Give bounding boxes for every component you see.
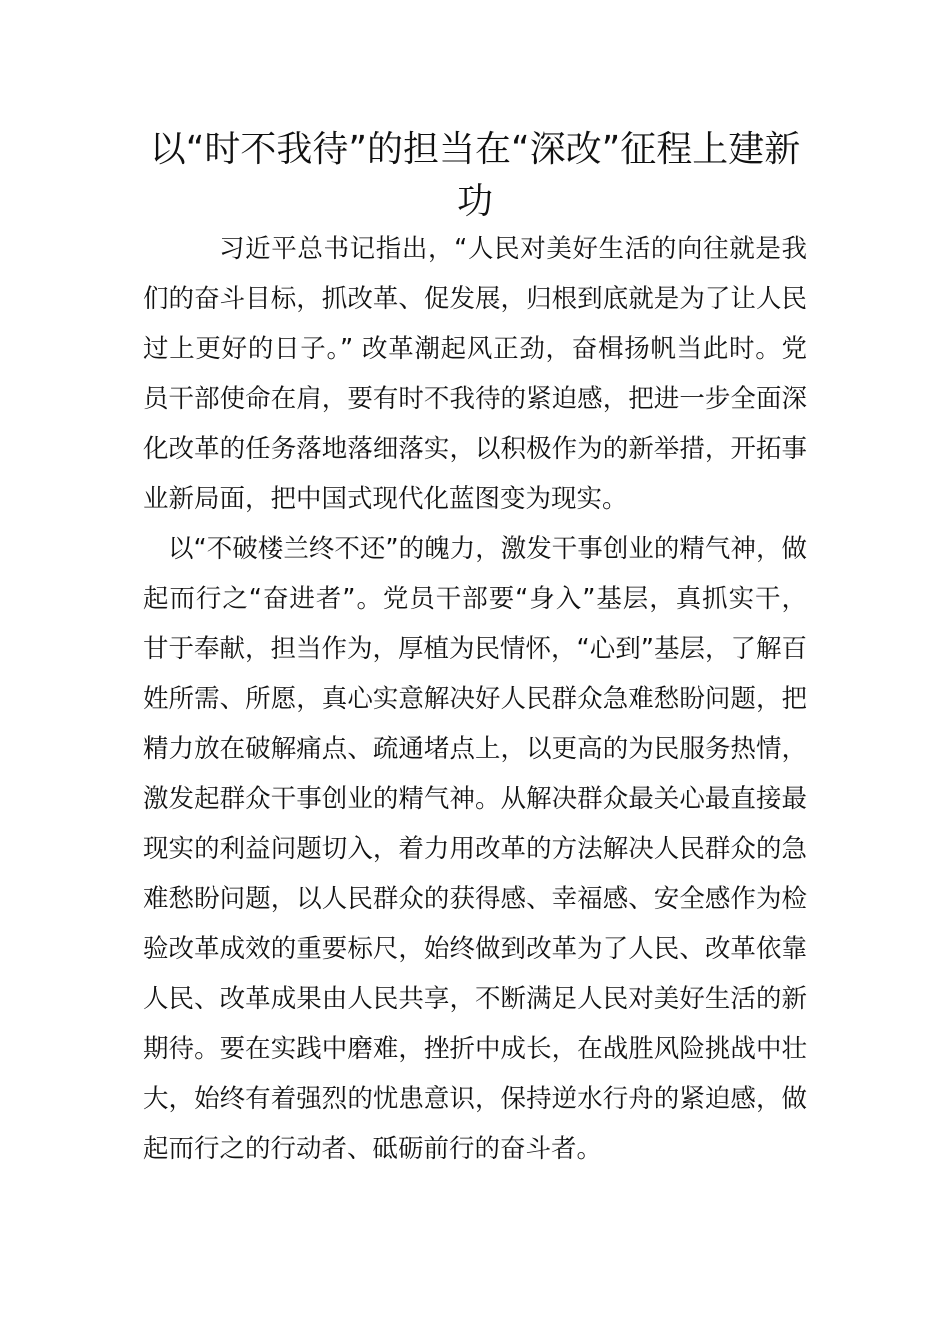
document-title: 以“时不我待”的担当在“深改”征程上建新功 <box>149 129 801 222</box>
paragraph-1: 习近平总书记指出，“人民对美好生活的向往就是我们的奋斗目标，抓改革、促发展，归根到底就是为了让人民过上更好的日子。” 改革潮起风正劲，奋楫扬帆当此时。党员干部使命在肩，要有时不我待的紧迫感，把进一步全面深化改革的任务落地落细落实，以积极作为的新举措，开拓事业新局面，把中国式现代化蓝图变为现实。 <box>143 234 807 514</box>
document-body <box>143 224 807 1174</box>
paragraph-2: 以“不破楼兰终不还”的魄力，激发干事创业的精气神，做起而行之“奋进者”。党员干部要“身入”基层，真抓实干，甘于奉献，担当作为，厚植为民情怀，“心到”基层，了解百姓所需、所愿，真心实意解决好人民群众急难愁盼问题，把精力放在破解痛点、疏通堵点上，以更高的为民服务热情，激发起群众干事创业的精气神。从解决群众最关心最直接最现实的利益问题切入，着力用改革的方法解决人民群众的急难愁盼问题，以人民群众的获得感、幸福感、安全感作为检验改革成效的重要标尺，始终做到改革为了人民、改革依靠人民、改革成果由人民共享，不断满足人民对美好生活的新期待。要在实践中磨难，挫折中成长，在战胜风险挑战中壮大，始终有着强烈的忧患意识，保持逆水行舟的紧迫感，做起而行之的行动者、砥砺前行的奋斗者。 <box>143 534 807 1164</box>
